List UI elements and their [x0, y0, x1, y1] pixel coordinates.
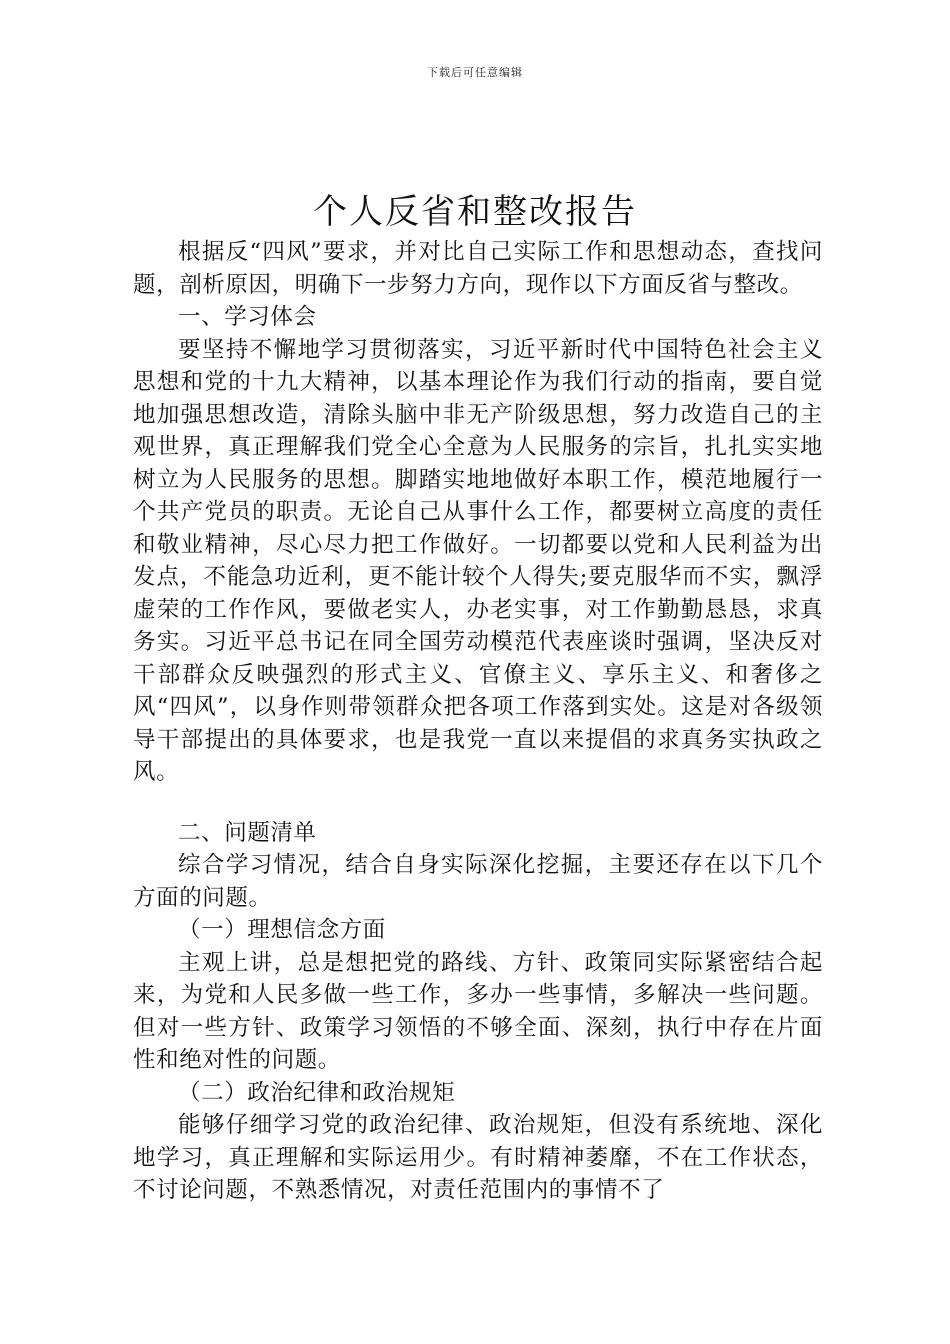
problems-intro-paragraph: 综合学习情况，结合自身实际深化挖掘，主要还存在以下几个方面的问题。	[133, 852, 823, 911]
intro-paragraph: 根据反“四风”要求，并对比自己实际工作和思想动态，查找问题，剖析原因，明确下一步努力方向，现作以下方面反省与整改。	[133, 239, 823, 298]
section-heading-problems: 二、问题清单	[178, 819, 317, 846]
section-heading-study: 一、学习体会	[178, 304, 317, 330]
subheading-ideals: （一）理想信念方面	[178, 917, 386, 943]
document-body	[133, 236, 823, 1207]
document-title: 个人反省和整改报告	[313, 192, 637, 232]
subheading-discipline: （二）政治纪律和政治规矩	[178, 1079, 456, 1106]
section-paragraph-study: 要坚持不懈地学习贯彻落实，习近平新时代中国特色社会主义思想和党的十九大精神，以基本理论作为我们行动的指南，要自觉地加强思想改造，清除头脑中非无产阶级思想，努力改造自己的主观世界，真正理解我们党全心全意为人民服务的宗旨，扎扎实实地树立为人民服务的思想。脚踏实地地做好本职工作，模范地履行一个共产党员的职责。无论自己从事什么工作，都要树立高度的责任和敬业精神，尽心尽力把工作做好。一切都要以党和人民利益为出发点，不能急功近利，更不能计较个人得失;要克服华而不实，飘浮虚荣的工作作风，要做老实人，办老实事，对工作勤勤恳恳，求真务实。习近平总书记在同全国劳动模范代表座谈时强调，坚决反对干部群众反映强烈的形式主义、官僚主义、享乐主义、和奢侈之风“四风”，以身作则带领群众把各项工作落到实处。这是对各级领导干部提出的具体要求，也是我党一直以来提倡的求真务实执政之风。	[133, 336, 823, 785]
paragraph-discipline: 能够仔细学习党的政治纪律、政治规矩，但没有系统地、深化地学习，真正理解和实际运用少。有时精神萎靡，不在工作状态，不讨论问题，不熟悉情况，对责任范围内的事情不了	[133, 1112, 823, 1203]
paragraph-ideals: 主观上讲，总是想把党的路线、方针、政策同实际紧密结合起来，为党和人民多做一些工作，多办一些事情，多解决一些问题。但对一些方针、政策学习领悟的不够全面、深刻，执行中存在片面性和绝对性的问题。	[133, 949, 823, 1073]
header-note: 下载后可任意编辑	[427, 66, 523, 79]
